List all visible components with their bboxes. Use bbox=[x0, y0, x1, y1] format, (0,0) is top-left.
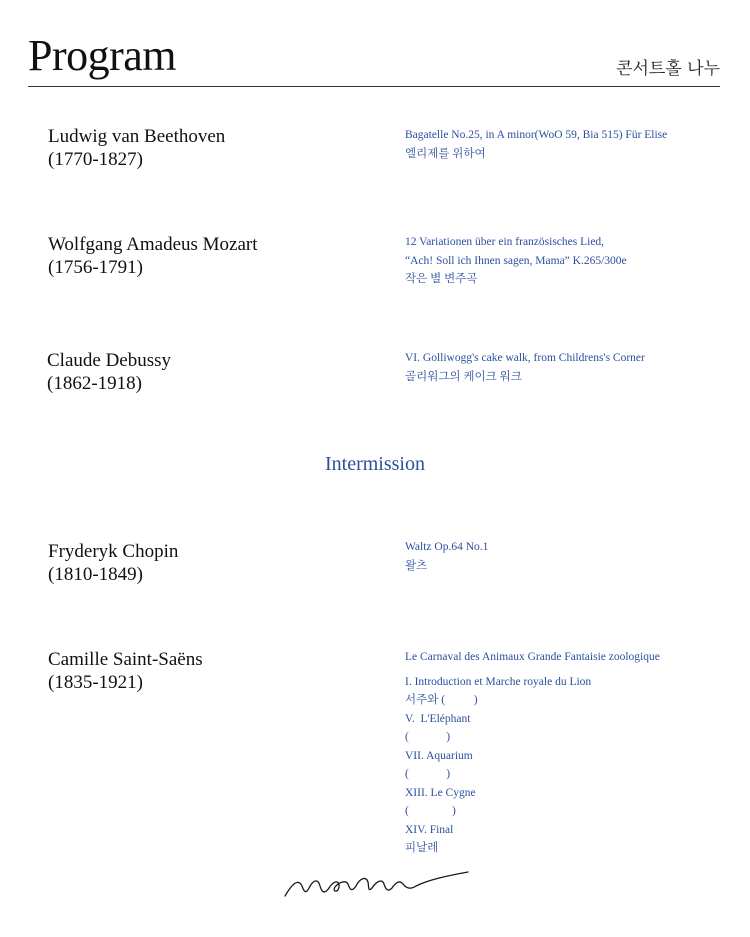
works-list bbox=[405, 349, 725, 386]
page-title: Program bbox=[28, 31, 177, 80]
work-title: VI. Golliwogg's cake walk, from Childrens's Corner bbox=[405, 352, 645, 364]
works-list bbox=[405, 233, 725, 289]
composer-info bbox=[47, 349, 377, 395]
work-title-korean: 작은 별 변주곡 bbox=[405, 273, 478, 285]
works-list bbox=[405, 538, 725, 575]
composer-info bbox=[48, 540, 378, 586]
movement-title-korean: ( ) bbox=[405, 731, 451, 743]
composer-info bbox=[48, 125, 378, 171]
movement-title-korean: 피날레 bbox=[405, 842, 439, 854]
composer-years: (1770-1827) bbox=[48, 149, 143, 170]
page-header bbox=[28, 30, 720, 87]
movement-title: I. Introduction et Marche royale du Lion bbox=[405, 675, 592, 688]
composer-info bbox=[48, 648, 378, 694]
composer-years: (1756-1791) bbox=[48, 257, 143, 278]
work-title: 12 Variationen über ein französisches Lied, bbox=[405, 236, 605, 248]
intermission-label: Intermission bbox=[325, 453, 425, 475]
work-title-korean: 왈츠 bbox=[405, 559, 428, 572]
work-title-korean: 엘리제를 위하여 bbox=[405, 147, 486, 160]
composer-name: Camille Saint-Saëns bbox=[48, 649, 203, 670]
movement-title-korean: ( ) bbox=[405, 768, 451, 780]
movement-title: XIV. Final bbox=[405, 823, 454, 836]
composer-years: (1835-1921) bbox=[48, 672, 143, 693]
composer-name: Wolfgang Amadeus Mozart bbox=[48, 234, 258, 255]
work-title: Waltz Op.64 No.1 bbox=[405, 541, 489, 553]
work-subtitle: “Ach! Soll ich Ihnen sagen, Mama” K.265/300e bbox=[405, 254, 627, 267]
movement-title: XIII. Le Cygne bbox=[405, 786, 476, 799]
composer-years: (1810-1849) bbox=[48, 564, 143, 585]
works-list bbox=[405, 648, 725, 858]
work-title: Bagatelle No.25, in A minor(WoO 59, Bia 515) Für Elise bbox=[405, 129, 668, 141]
works-list bbox=[405, 126, 725, 163]
composer-years: (1862-1918) bbox=[47, 373, 142, 394]
movement-title: V. L'Eléphant bbox=[405, 712, 471, 725]
composer-info bbox=[48, 233, 378, 279]
composer-name: Claude Debussy bbox=[47, 350, 172, 371]
movement-title: VII. Aquarium bbox=[405, 749, 473, 762]
movement-title-korean: 서주와 ( ) bbox=[405, 694, 478, 706]
composer-name: Fryderyk Chopin bbox=[48, 541, 179, 562]
signature-image bbox=[282, 866, 472, 902]
work-title-korean: 골리워그의 케이크 워크 bbox=[405, 370, 522, 383]
work-suite-title: Le Carnaval des Animaux Grande Fantaisie zoologique bbox=[405, 651, 660, 663]
venue-name: 콘서트홀 나누 bbox=[616, 59, 720, 79]
composer-name: Ludwig van Beethoven bbox=[48, 126, 226, 147]
movement-title-korean: ( ) bbox=[405, 805, 456, 817]
